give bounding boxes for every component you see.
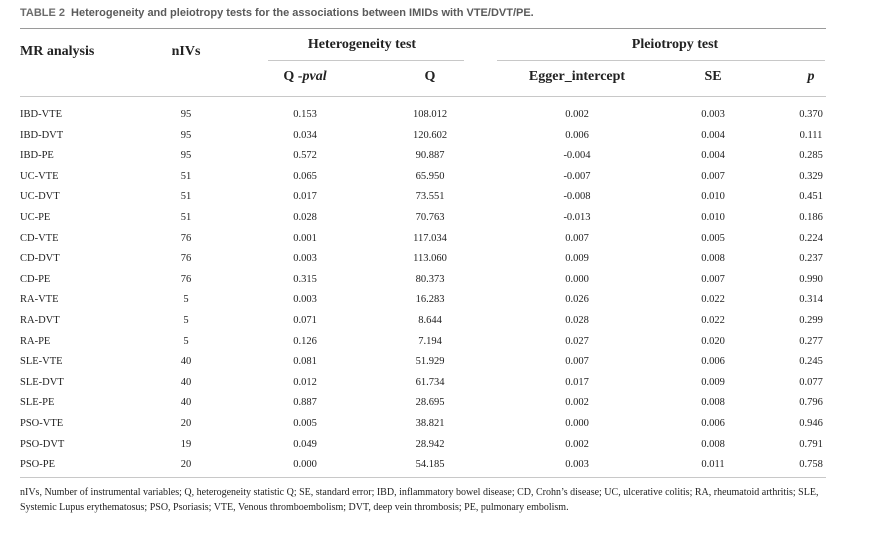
cell-q-pval: 0.081 [293, 356, 317, 368]
cell-q-pval: 0.017 [293, 191, 317, 203]
cell-q: 80.373 [415, 273, 445, 285]
cell-egger-intercept: 0.007 [565, 356, 589, 368]
cell-se: 0.009 [701, 376, 725, 388]
cell-q-pval: 0.065 [293, 170, 317, 182]
header-egger-intercept: Egger_intercept [528, 69, 626, 84]
cell-egger-intercept: 0.002 [565, 438, 589, 450]
cell-q-pval: 0.028 [293, 212, 317, 223]
cell-p: 0.299 [799, 315, 823, 326]
cell-p: 0.224 [799, 232, 823, 244]
cell-p: 0.758 [799, 459, 823, 471]
cell-nivs: 20 [180, 418, 192, 429]
cell-analysis: SLE-VTE [20, 356, 63, 368]
cell-q-pval: 0.049 [293, 438, 317, 450]
cell-p: 0.285 [799, 150, 823, 162]
cell-egger-intercept: 0.000 [565, 273, 589, 285]
header-heterogeneity-test: Heterogeneity test [307, 37, 417, 52]
cell-q-pval: 0.012 [293, 376, 317, 388]
cell-analysis: RA-DVT [20, 315, 60, 326]
cell-egger-intercept: 0.002 [565, 109, 589, 120]
table-row [0, 290, 884, 311]
cell-nivs: 51 [180, 212, 192, 223]
cell-se: 0.005 [701, 232, 725, 244]
cell-nivs: 40 [180, 397, 192, 409]
table-row [0, 208, 884, 229]
cell-nivs: 95 [180, 150, 192, 162]
cell-se: 0.004 [701, 129, 725, 141]
table-row [0, 455, 884, 476]
cell-q: 54.185 [415, 459, 445, 471]
pleiotropy-subrule [497, 60, 825, 61]
header-se: SE [704, 69, 722, 84]
table-row [0, 414, 884, 435]
cell-se: 0.007 [701, 170, 725, 182]
cell-se: 0.004 [701, 150, 725, 162]
table-label: TABLE 2 [20, 7, 66, 19]
cell-nivs: 5 [183, 335, 189, 347]
heterogeneity-subrule [268, 60, 464, 61]
cell-analysis: UC-VTE [20, 170, 59, 182]
cell-p: 0.186 [799, 212, 823, 223]
cell-analysis: RA-VTE [20, 294, 59, 306]
table-row [0, 105, 884, 126]
cell-p: 0.077 [799, 376, 823, 388]
cell-se: 0.006 [701, 356, 725, 368]
cell-q-pval: 0.005 [293, 418, 317, 429]
cell-se: 0.003 [701, 109, 725, 120]
table-footnote: nIVs, Number of instrumental variables; Q, heterogeneity statistic Q; SE, standard error; IBD, inflammatory bowel disease; CD, Crohn’s disease; UC, ulcerative colitis; RA, rheumatoid arthritis; SLE, Systemic Lupus erythematosus; PSO, Psoriasis; VTE, Venous thromboembolism; DVT, deep vein thrombosis; PE, pulmonary embolism. [20, 487, 819, 513]
cell-analysis: UC-DVT [20, 191, 60, 203]
cell-egger-intercept: -0.008 [563, 191, 591, 203]
table-row [0, 167, 884, 188]
cell-nivs: 51 [180, 191, 192, 203]
table-row [0, 187, 884, 208]
cell-q-pval: 0.887 [293, 397, 317, 409]
cell-q-pval: 0.003 [293, 294, 317, 306]
cell-analysis: IBD-DVT [20, 129, 64, 141]
cell-q: 28.942 [415, 438, 445, 450]
cell-egger-intercept: 0.000 [565, 418, 589, 429]
cell-q: 120.602 [412, 129, 448, 141]
cell-nivs: 95 [180, 109, 192, 120]
cell-q: 117.034 [413, 232, 447, 244]
table-row [0, 126, 884, 147]
cell-egger-intercept: 0.027 [565, 335, 589, 347]
cell-nivs: 5 [183, 294, 189, 306]
cell-se: 0.007 [701, 273, 725, 285]
cell-se: 0.011 [701, 459, 725, 471]
header-mr-analysis: MR analysis [20, 44, 95, 59]
table-row [0, 435, 884, 456]
cell-egger-intercept: 0.003 [565, 459, 589, 471]
cell-q: 73.551 [415, 191, 445, 203]
cell-p: 0.111 [799, 129, 823, 141]
cell-egger-intercept: 0.002 [565, 397, 589, 409]
cell-egger-intercept: 0.006 [565, 129, 589, 141]
table-title: Heterogeneity and pleiotropy tests for the associations between IMIDs with VTE/DVT/PE. [71, 7, 534, 19]
cell-analysis: IBD-PE [20, 150, 54, 162]
bottom-rule [20, 477, 826, 478]
cell-egger-intercept: -0.013 [563, 212, 591, 223]
cell-q: 70.763 [415, 212, 445, 223]
cell-analysis: SLE-PE [20, 397, 55, 409]
table-row [0, 270, 884, 291]
table-row [0, 332, 884, 353]
cell-se: 0.022 [701, 294, 725, 306]
cell-se: 0.010 [701, 191, 725, 203]
cell-analysis: PSO-DVT [20, 438, 65, 450]
table-caption [20, 7, 534, 19]
header-q: Q [424, 69, 436, 84]
cell-nivs: 76 [180, 253, 192, 265]
cell-egger-intercept: -0.007 [563, 170, 591, 182]
table-row [0, 311, 884, 332]
table-row [0, 229, 884, 250]
cell-se: 0.008 [701, 438, 725, 450]
cell-analysis: CD-DVT [20, 253, 60, 265]
header-q-pval [283, 69, 326, 85]
cell-se: 0.008 [701, 397, 725, 409]
cell-egger-intercept: -0.004 [563, 150, 591, 162]
cell-q: 108.012 [412, 109, 448, 120]
cell-se: 0.020 [701, 335, 725, 347]
header-p: p [807, 69, 815, 84]
header-q-pval-prefix: Q - [283, 69, 303, 84]
cell-nivs: 76 [180, 232, 192, 244]
table-row [0, 393, 884, 414]
cell-q: 61.734 [415, 376, 445, 388]
cell-q-pval: 0.153 [293, 109, 317, 120]
cell-p: 0.990 [799, 273, 823, 285]
cell-p: 0.277 [799, 335, 823, 347]
cell-nivs: 40 [180, 356, 192, 368]
cell-analysis: CD-PE [20, 273, 51, 285]
cell-se: 0.006 [701, 418, 725, 429]
cell-p: 0.796 [799, 397, 823, 409]
cell-q-pval: 0.126 [293, 335, 317, 347]
header-pleiotropy-test: Pleiotropy test [631, 37, 719, 52]
cell-q-pval: 0.572 [293, 150, 317, 162]
cell-nivs: 40 [180, 376, 192, 388]
cell-egger-intercept: 0.026 [565, 294, 589, 306]
header-rule [20, 96, 826, 97]
cell-nivs: 19 [180, 438, 192, 450]
cell-se: 0.022 [701, 315, 725, 326]
cell-nivs: 5 [183, 315, 189, 326]
cell-p: 0.237 [799, 253, 823, 265]
cell-p: 0.245 [799, 356, 823, 368]
table-row [0, 249, 884, 270]
cell-nivs: 51 [180, 170, 192, 182]
cell-q-pval: 0.315 [293, 273, 317, 285]
cell-p: 0.946 [799, 418, 823, 429]
cell-analysis: CD-VTE [20, 232, 59, 244]
cell-egger-intercept: 0.028 [565, 315, 589, 326]
cell-q: 16.283 [415, 294, 445, 306]
cell-se: 0.010 [701, 212, 725, 223]
cell-analysis: UC-PE [20, 212, 51, 223]
cell-p: 0.451 [799, 191, 823, 203]
cell-p: 0.314 [799, 294, 823, 306]
cell-q-pval: 0.071 [293, 315, 317, 326]
table-row [0, 373, 884, 394]
cell-nivs: 95 [180, 129, 192, 141]
header-nivs: nIVs [171, 44, 201, 59]
cell-q-pval: 0.000 [293, 459, 317, 471]
cell-p: 0.370 [799, 109, 823, 120]
cell-nivs: 20 [180, 459, 192, 471]
cell-q-pval: 0.034 [293, 129, 317, 141]
cell-nivs: 76 [180, 273, 192, 285]
cell-q: 65.950 [415, 170, 445, 182]
table-row [0, 352, 884, 373]
cell-q: 7.194 [418, 335, 442, 347]
cell-q-pval: 0.001 [293, 232, 317, 244]
cell-egger-intercept: 0.009 [565, 253, 589, 265]
cell-analysis: PSO-VTE [20, 418, 64, 429]
table-row [0, 146, 884, 167]
cell-q: 113.060 [413, 253, 447, 265]
cell-p: 0.329 [799, 170, 823, 182]
cell-analysis: SLE-DVT [20, 376, 64, 388]
cell-p: 0.791 [799, 438, 823, 450]
cell-se: 0.008 [701, 253, 725, 265]
cell-egger-intercept: 0.017 [565, 376, 589, 388]
cell-q: 8.644 [418, 315, 442, 326]
cell-q: 28.695 [415, 397, 445, 409]
cell-q: 51.929 [415, 356, 445, 368]
header-q-pval-italic: pval [302, 69, 327, 84]
top-rule [20, 28, 826, 29]
cell-q: 38.821 [415, 418, 445, 429]
cell-q-pval: 0.003 [293, 253, 317, 265]
cell-analysis: PSO-PE [20, 459, 56, 471]
cell-egger-intercept: 0.007 [565, 232, 589, 244]
cell-analysis: RA-PE [20, 335, 51, 347]
cell-analysis: IBD-VTE [20, 109, 62, 120]
cell-q: 90.887 [415, 150, 445, 162]
